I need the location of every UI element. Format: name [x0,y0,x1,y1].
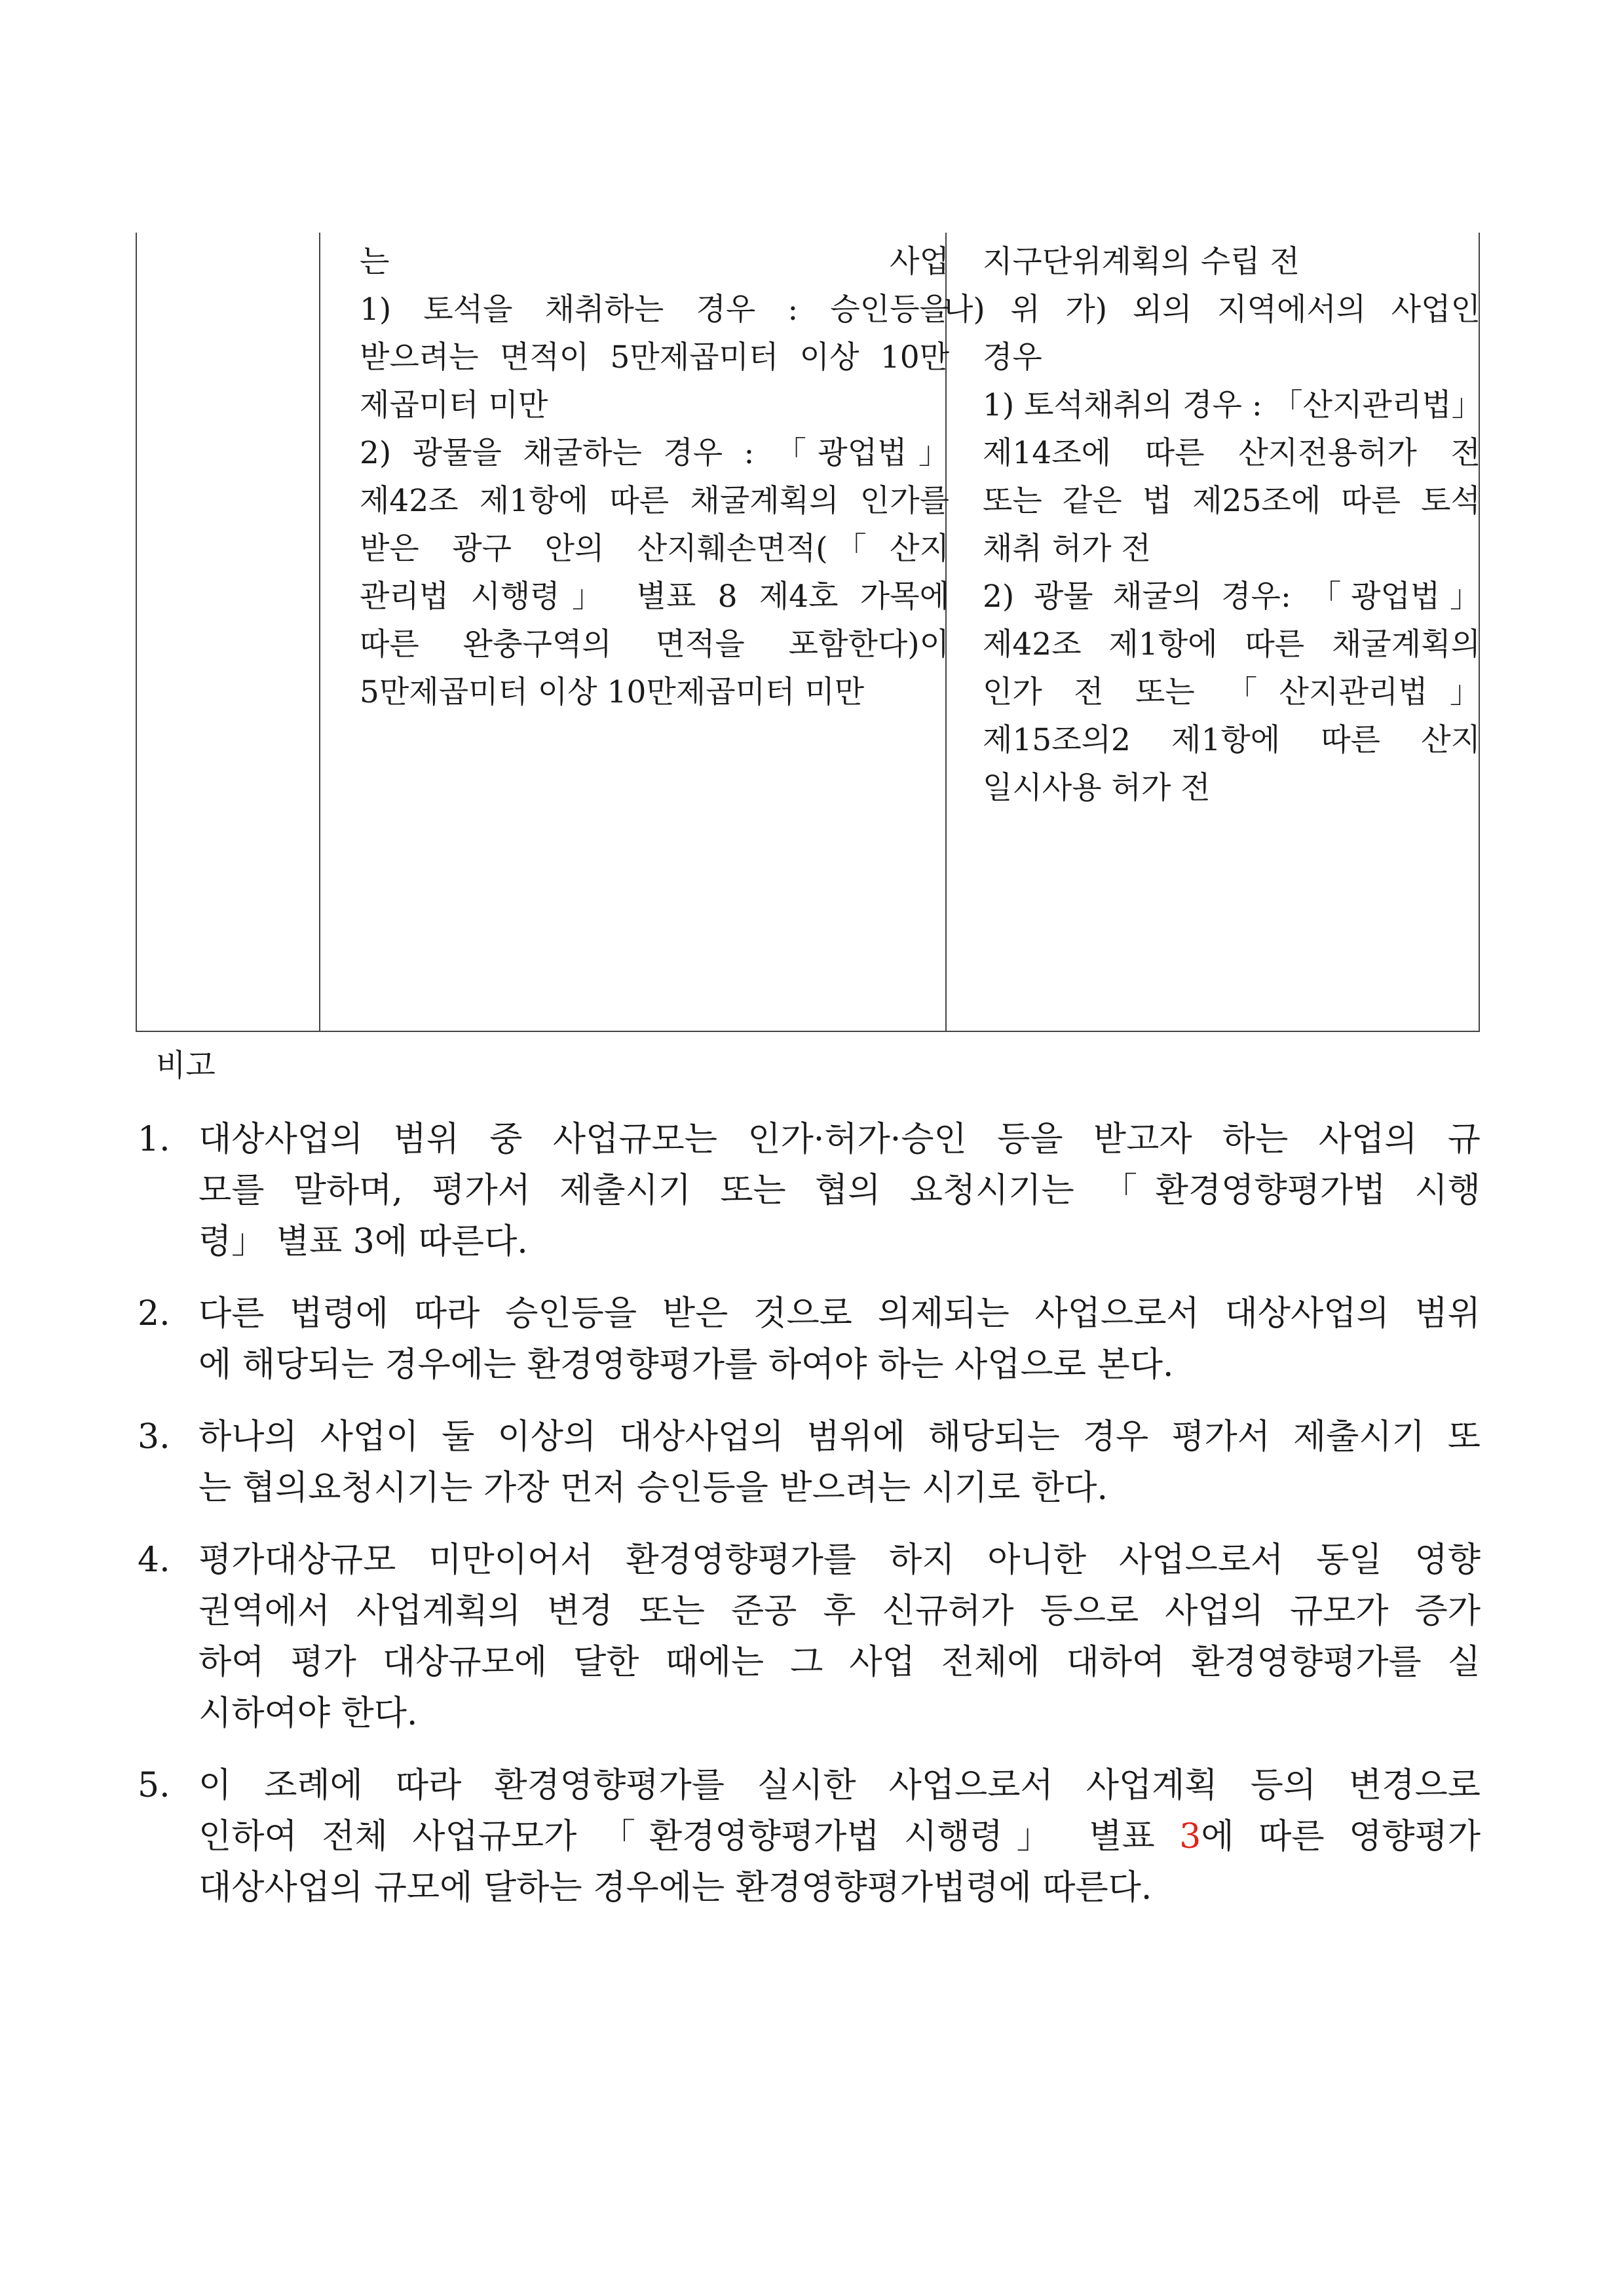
cell-text-line: 1) 토석을 채취하는 경우 : 승인등을 [360,292,949,328]
table-fragment [136,233,1480,1032]
remark-number: 1. [138,1120,170,1159]
cell-text-line: 일시사용 허가 전 [983,770,1211,806]
cell-text-line: 제42조 제1항에 따른 채굴계획의 [983,626,1481,662]
remark-text-line: 대상사업의 범위 중 사업규모는 인가·허가·승인 등을 받고자 하는 사업의 규 [198,1120,1481,1159]
cell-text-line: 5만제곱미터 이상 10만제곱미터 미만 [360,674,865,710]
remark-text-segment: 에 따른 영향평가 [1201,1817,1481,1856]
remark-text-line: 는 협의요청시기는 가장 먼저 승인등을 받으려는 시기로 한다. [198,1468,1108,1508]
cell-text-line: 받으려는 면적이 5만제곱미터 이상 10만 [360,339,949,375]
cell-text-line: 2) 광물을 채굴하는 경우 : 「광업법」 [360,435,949,471]
cell-text-line: 제14조에 따른 산지전용허가 전 [983,435,1481,471]
remark-item [138,1288,1481,1390]
cell-text-line: 제곱미터 미만 [360,387,548,423]
remarks-title: 비고 [156,1048,216,1084]
highlighted-number: 3 [1179,1817,1201,1856]
cell-text-line: 1) 토석채취의 경우 : 「산지관리법」 [983,387,1482,423]
remark-item [138,1760,1481,1913]
cell-text-line: 제15조의2 제1항에 따른 산지 [983,722,1481,758]
table-cell-business-scope [360,233,949,716]
remark-number: 2. [138,1294,170,1333]
cell-text-line: 2) 광물 채굴의 경우: 「광업법」 [983,579,1481,615]
remark-text-line: 대상사업의 규모에 달하는 경우에는 환경영향평가법령에 따른다. [198,1868,1152,1907]
remark-text-line: 모를 말하며, 평가서 제출시기 또는 협의 요청시기는 「환경영향평가법 시행 [198,1171,1481,1210]
cell-text-line: 채취 허가 전 [983,531,1151,567]
cell-text-line: 받은 광구 안의 산지훼손면적(「산지 [360,531,949,567]
remark-item [138,1411,1481,1514]
remark-text-line: 평가대상규모 미만이어서 환경영향평가를 하지 아니한 사업으로서 동일 영향 [198,1540,1481,1580]
cell-text-line: 인가 전 또는 「산지관리법」 [983,674,1481,710]
remark-number: 3. [138,1417,170,1457]
cell-text-line: 경우 [983,339,1042,375]
remark-text-line [198,1811,1481,1862]
remark-text-line: 에 해당되는 경우에는 환경영향평가를 하여야 하는 사업으로 본다. [198,1345,1174,1385]
remark-text-line: 권역에서 사업계획의 변경 또는 준공 후 신규허가 등으로 사업의 규모가 증가 [198,1592,1481,1631]
cell-text-line: 나) 위 가) 외의 지역에서의 사업인 [943,292,1481,328]
cell-text-line: 따른 완충구역의 면적을 포함한다)이 [360,626,949,662]
remark-text-line: 령」 별표 3에 따른다. [198,1222,528,1261]
cell-text-line: 제42조 제1항에 따른 채굴계획의 인가를 [360,483,949,519]
cell-text-line: 지구단위계획의 수립 전 [983,244,1300,280]
remark-number: 5. [138,1766,170,1805]
remark-text-line: 이 조례에 따라 환경영향평가를 실시한 사업으로서 사업계획 등의 변경으로 [198,1766,1481,1805]
remark-text-line: 시하여야 한다. [198,1694,418,1733]
table-column-divider [319,233,320,1031]
remarks-list [138,1114,1481,1934]
remark-item [138,1535,1481,1739]
remark-item [138,1114,1481,1267]
cell-text-line: 는 사업 [360,244,949,280]
cell-text-line: 또는 같은 법 제25조에 따른 토석 [983,483,1481,519]
remark-text-line: 하여 평가 대상규모에 달한 때에는 그 사업 전체에 대하여 환경영향평가를 실 [198,1643,1481,1682]
remark-number: 4. [138,1540,170,1580]
cell-text-line: 관리법 시행령」 별표 8 제4호 가목에 [360,579,949,615]
table-cell-submission-timing [943,233,1482,812]
remark-text-line: 다른 법령에 따라 승인등을 받은 것으로 의제되는 사업으로서 대상사업의 범위 [198,1294,1481,1333]
remark-text-line: 하나의 사업이 둘 이상의 대상사업의 범위에 해당되는 경우 평가서 제출시기 또 [198,1417,1481,1457]
remark-text-segment: 인하여 전체 사업규모가 「환경영향평가법 시행령」 별표 [198,1817,1180,1856]
